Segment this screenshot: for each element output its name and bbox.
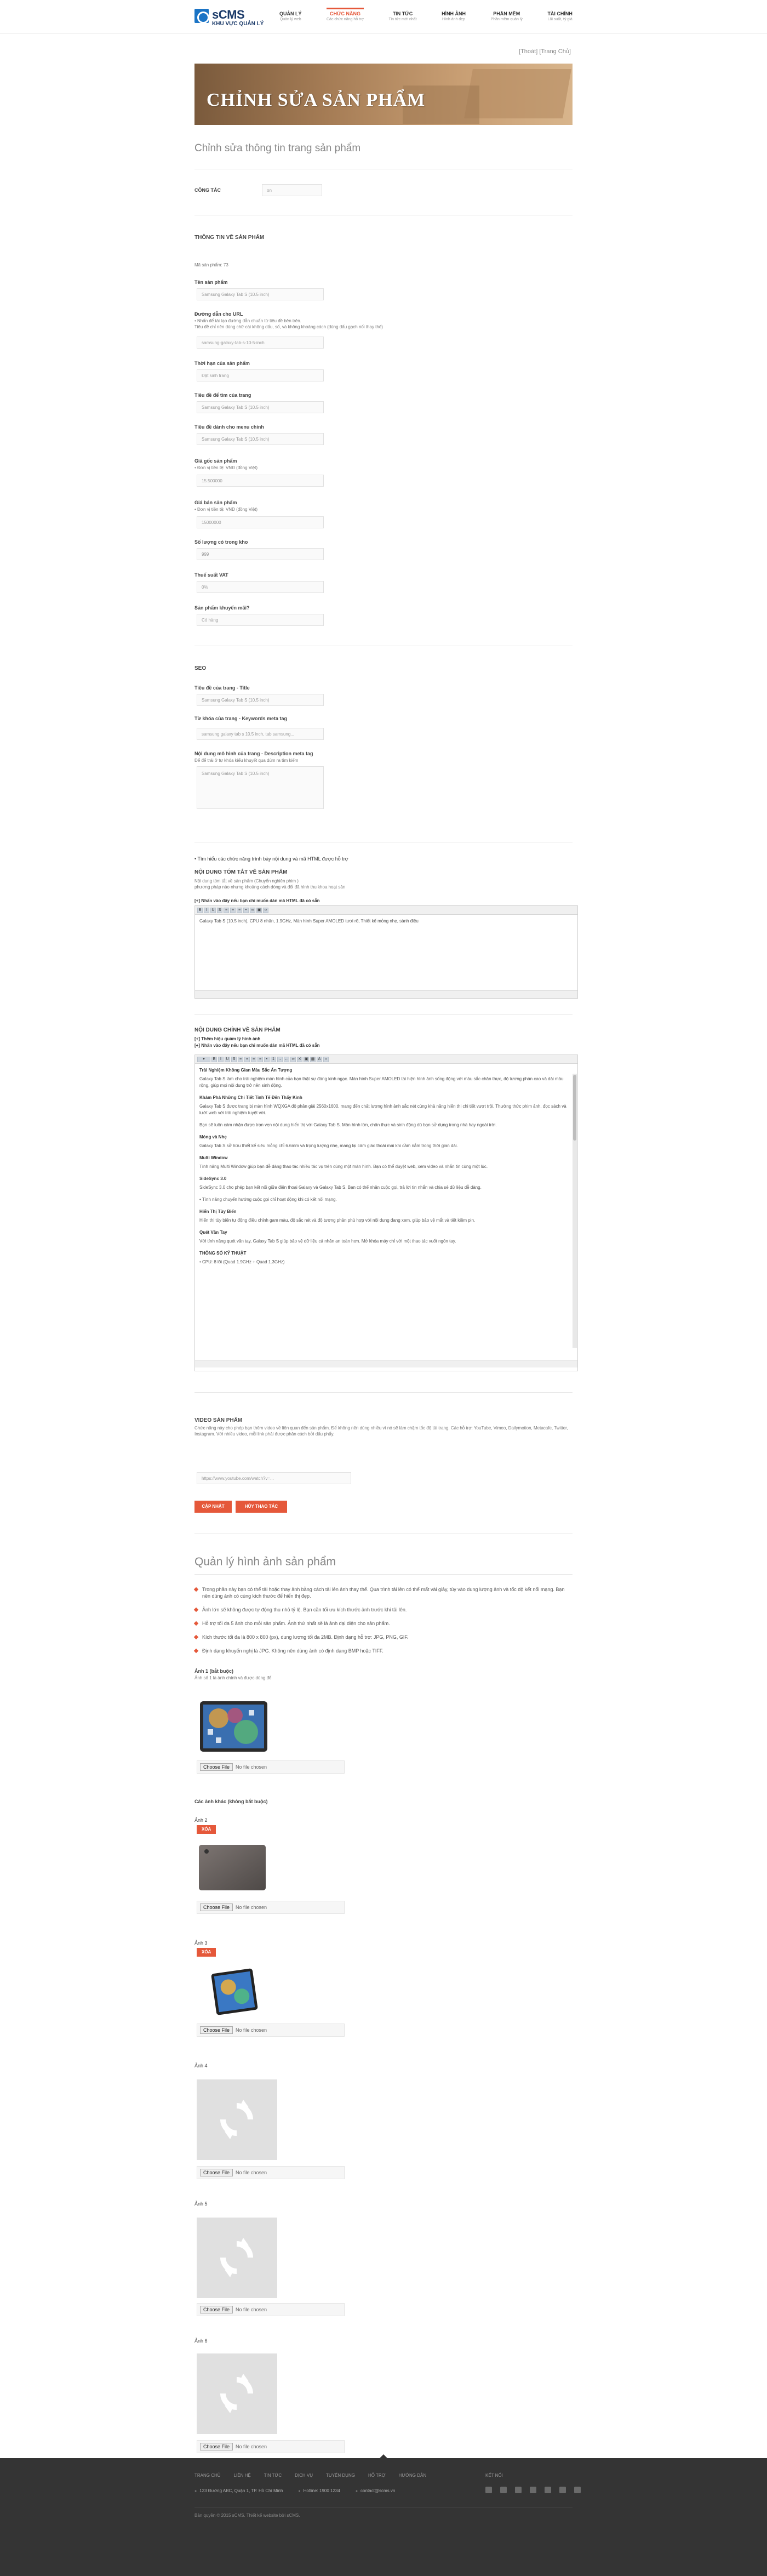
source-icon[interactable]: ‹› [263, 908, 268, 913]
field-label: Tiêu đề dành cho menu chính [194, 424, 264, 430]
content-paragraph[interactable]: Galaxy Tab S được trang bị màn hình WQXGA độ phân giải 2560x1600, mang đến chất lượng hình ảnh sắc nét cùng khả năng hiển thị chi tiết vượt trội. Thưởng thức phim ảnh, đọc sách và lướt web với trải nghiệm tuyệt vời. [199, 1104, 566, 1115]
footer-link[interactable]: LIÊN HỆ [233, 2473, 251, 2478]
other-images-label: Các ảnh khác (không bắt buộc) [194, 1799, 268, 1804]
content-heading[interactable]: Khám Phá Những Chi Tiết Tinh Tế Đến Thấy Kinh [199, 1095, 302, 1100]
vimeo-icon[interactable] [545, 2487, 551, 2493]
field-label: Tên sản phẩm [194, 280, 228, 285]
divider [194, 1392, 573, 1393]
field-label: Đường dẫn cho URL [194, 311, 243, 317]
refresh-icon [215, 2372, 259, 2415]
logo-icon [194, 9, 209, 23]
video-heading: VIDEO SẢN PHẨM [194, 1417, 243, 1423]
divider [194, 1014, 573, 1015]
save-button[interactable]: CẬP NHẬT [194, 1501, 232, 1513]
image-icon[interactable]: ▣ [304, 1057, 308, 1061]
strike-icon[interactable]: S [231, 1057, 237, 1062]
seo-keywords-input[interactable]: samsung galaxy tab s 10.5 inch, tab samsung... [197, 728, 324, 740]
content-paragraph[interactable]: • Tính năng chuyển hướng cuộc gọi chỉ hoạt động khi có kết nối mạng. [199, 1197, 337, 1202]
field-label: Giá bán sản phẩm [194, 500, 237, 505]
image-icon[interactable]: ▣ [257, 908, 261, 912]
format-select[interactable]: ▾ [197, 1057, 210, 1062]
content-paragraph[interactable]: Galaxy Tab S làm cho trải nghiệm màn hình của bạn thật sự đáng kinh ngạc. Màn hình Super AMOLED tái hiện hình ảnh sống động với màu sắc chân thực, độ tương phản cao và dải màu rộng, giúp mọi nội dung trở nên sinh động. [199, 1076, 564, 1088]
footer-contact [194, 2488, 395, 2493]
align-center-icon[interactable]: ≡ [244, 1057, 250, 1062]
image-4-file-input[interactable]: Choose File No file chosen [197, 2166, 345, 2179]
main-image-label: Ảnh 1 (bắt buộc) [194, 1668, 233, 1674]
main-image-hint: Ảnh số 1 là ảnh chính và được dùng để [194, 1675, 272, 1680]
content-paragraph[interactable]: SideSync 3.0 cho phép bạn kết nối giữa điện thoại Galaxy và Galaxy Tab S. Bạn có thể nhận cuộc gọi, trả lời tin nhắn và chia sẻ dữ liệu dễ dàng. [199, 1185, 482, 1190]
main-product-image[interactable] [197, 1699, 271, 1754]
indent-icon[interactable]: → [278, 1057, 282, 1061]
nav-item-phan-mem[interactable]: PHẦN MỀM Phần mềm quản lý [490, 11, 523, 21]
field-hint: Để để trải ở tự khóa kiểu khuyết qua dùm ra tìm kiếm [194, 758, 299, 763]
field-label: Giá gốc sản phẩm [194, 458, 237, 464]
copyright-text: Bản quyền © 2015 sCMS. Thiết kế website bởi sCMS. [194, 2513, 300, 2518]
address-text: ● 123 Đường ABC, Quận 1, TP. Hồ Chí Minh [194, 2488, 283, 2493]
seo-title-input[interactable]: Samsung Galaxy Tab S (10.5 inch) [197, 694, 324, 706]
main-nav [279, 11, 573, 27]
field-hint: • Nhấn để tái tạo đường dẫn chuẩn từ tiêu đề bên trên. Tiêu đề chỉ nên dùng chữ cái không dấu, số, và không khoảng cách (dùng dấu gạch nối thay thế) [194, 318, 383, 329]
choose-file-button[interactable]: Choose File [200, 2306, 233, 2313]
rss-icon[interactable] [574, 2487, 581, 2493]
image-6-file-input[interactable]: Choose File No file chosen [197, 2440, 345, 2453]
paste-html-link[interactable]: [+] Nhấn vào đây nếu bạn chỉ muốn dán mã HTML đã có sẵn [194, 898, 320, 903]
video-url-input[interactable]: https://www.youtube.com/watch?v=... [197, 1472, 351, 1484]
field-label: Tiêu đề để tìm của trang [194, 392, 251, 398]
field-hint: • Đơn vị tiền tệ: VNĐ (đồng Việt) [194, 507, 258, 512]
content-heading[interactable]: SideSync 3.0 [199, 1176, 227, 1181]
footer-link[interactable]: TUYỂN DỤNG [326, 2473, 355, 2478]
product-info-heading: THÔNG TIN VỀ SẢN PHẨM [194, 235, 265, 241]
footer-link[interactable]: TIN TỨC [264, 2473, 282, 2478]
youtube-icon[interactable] [530, 2487, 536, 2493]
image-5-file-input[interactable]: Choose File No file chosen [197, 2303, 345, 2316]
footer-links [194, 2473, 426, 2478]
image-manager-link[interactable]: [+] Thêm hiệu quảm lý hình ảnh [194, 1036, 261, 1041]
linkedin-icon[interactable] [559, 2487, 566, 2493]
content-paragraph[interactable]: Với tính năng quét vân tay, Galaxy Tab S giúp bảo vệ dữ liệu cá nhân an toàn hơn. Mở khóa máy chỉ với một thao tác vuốt ngón tay. [199, 1239, 456, 1244]
summary-editor[interactable] [194, 905, 578, 999]
cancel-button[interactable]: HỦY THAO TÁC [236, 1501, 287, 1513]
twitter-icon[interactable] [500, 2487, 507, 2493]
field-label: Sản phẩm khuyến mãi? [194, 605, 250, 611]
italic-icon[interactable]: I [204, 908, 209, 913]
content-heading[interactable]: Trải Nghiệm Không Gian Màu Sắc Ấn Tượng [199, 1068, 293, 1073]
list-item: Ảnh lớn sẽ không được tự động thu nhỏ tỷ lệ. Bạn cần tối ưu kích thước ảnh trước khi tải lên. [194, 1606, 573, 1613]
editor-scrollbar[interactable] [573, 1074, 577, 1348]
image-placeholder[interactable] [197, 2079, 277, 2160]
refresh-icon [215, 2098, 259, 2141]
bold-icon[interactable]: B [211, 1057, 217, 1062]
editor-toolbar [195, 906, 577, 915]
promotion-input[interactable]: Có hàng [197, 614, 324, 626]
choose-file-button[interactable]: Choose File [200, 1903, 233, 1911]
page-banner [194, 64, 573, 125]
image-placeholder[interactable] [197, 2218, 277, 2298]
content-paragraph[interactable]: Tính năng Multi Window giúp bạn dễ dàng thao tác nhiều tác vụ trên cùng một màn hình. Bạn có thể duyệt web, xem video và nhắn tin cùng một lúc. [199, 1164, 488, 1169]
content-heading[interactable]: Hiển Thị Tùy Biến [199, 1209, 237, 1214]
image-placeholder[interactable] [197, 2353, 277, 2434]
summary-hint: Nội dung tóm tắt về sản phẩm (Chuyển nghiên phim ) phương pháp nào nhưng khoảng cách dòng và đối đã hình thu khoa hoạt sản [194, 879, 346, 890]
footer-link[interactable]: HƯỚNG DẪN [398, 2473, 427, 2478]
refresh-icon [215, 2236, 259, 2279]
field-label: Từ khóa của trang - Keywords meta tag [194, 716, 288, 721]
content-paragraph[interactable]: Bạn sẽ luôn cảm nhận được trọn vẹn nội dung hiển thị với Galaxy Tab S. Màn hình lớn, chân thực và sinh động dù bạn sử dụng trong nhà hay ngoài trời. [199, 1122, 497, 1127]
main-content-editor[interactable] [194, 1055, 578, 1371]
product-name-input[interactable]: Samsung Galaxy Tab S (10.5 inch) [197, 288, 324, 300]
content-heading[interactable]: Multi Window [199, 1155, 228, 1160]
menu-title-input[interactable]: Samsung Galaxy Tab S (10.5 inch) [197, 433, 324, 445]
divider [194, 1574, 573, 1575]
image-slot-label: Ảnh 2 [194, 1817, 208, 1823]
paste-html-link[interactable]: [+] Nhấn vào đây nếu bạn chỉ muốn dán mã HTML đã có sẵn [194, 1043, 320, 1048]
align-center-icon[interactable]: ≡ [230, 908, 236, 913]
product-duration-input[interactable]: Đặt sinh trang [197, 369, 324, 381]
nav-item-tin-tuc[interactable]: TIN TỨC Tin tức mới nhất [388, 11, 417, 21]
content-heading[interactable]: THÔNG SỐ KỸ THUẬT [199, 1251, 247, 1256]
underline-icon[interactable]: U [210, 908, 216, 913]
table-icon[interactable]: ▦ [311, 1057, 315, 1061]
cong-tac-input[interactable]: on [262, 184, 322, 196]
seo-heading: SEO [194, 665, 207, 671]
link-icon[interactable]: ∞ [250, 908, 255, 913]
facebook-icon[interactable] [485, 2487, 492, 2493]
field-label: Thuế suất VAT [194, 572, 228, 578]
vat-input[interactable]: 0% [197, 581, 324, 593]
social-title: KẾT NỐI [485, 2473, 503, 2478]
italic-icon[interactable]: I [218, 1057, 224, 1062]
email-text[interactable]: ● contact@scms.vn [356, 2488, 395, 2493]
sale-price-input[interactable]: 15000000 [197, 516, 324, 528]
choose-file-button[interactable]: Choose File [200, 2443, 233, 2450]
align-left-icon[interactable]: ≡ [224, 908, 229, 913]
bullet-list-icon[interactable]: • [264, 1057, 270, 1062]
field-label: Số lượng có trong kho [194, 539, 248, 545]
images-section-title: Quản lý hình ảnh sản phẩm [194, 1555, 336, 1568]
logo-title: sCMS [212, 8, 245, 21]
color-icon[interactable]: A [317, 1057, 322, 1062]
main-image-file-input[interactable]: Choose File No file chosen [197, 1760, 345, 1774]
html-help-link[interactable]: • Tìm hiểu các chức năng trình bày nội dung và mã HTML được hỗ trợ [194, 856, 348, 862]
list-item: Hỗ trợ tối đa 5 ảnh cho mỗi sản phẩm. Ảnh thứ nhất sẽ là ảnh đại diện cho sản phẩm. [194, 1620, 573, 1627]
logo[interactable] [194, 8, 277, 30]
summary-heading: NỘI DUNG TÓM TẮT VỀ SẢN PHẨM [194, 869, 288, 875]
number-list-icon[interactable]: 1 [271, 1057, 276, 1062]
url-slug-input[interactable]: samsung-galaxy-tab-s-10-5-inch [197, 337, 324, 349]
breadcrumb[interactable]: [Thoát] [Trang Chủ] [519, 48, 571, 55]
social-icons [485, 2487, 581, 2493]
list-icon[interactable]: • [243, 908, 249, 913]
underline-icon[interactable]: U [225, 1057, 230, 1062]
align-left-icon[interactable]: ≡ [238, 1057, 243, 1062]
content-heading[interactable]: Mỏng và Nhẹ [199, 1135, 227, 1139]
cong-tac-label: CÔNG TẮC [194, 187, 221, 193]
delete-image-button[interactable]: XÓA [197, 1948, 216, 1957]
bold-icon[interactable]: B [197, 908, 203, 913]
editor-toolbar [195, 1055, 577, 1064]
outdent-icon[interactable]: ← [284, 1057, 289, 1061]
search-title-input[interactable]: Samsung Galaxy Tab S (10.5 inch) [197, 401, 324, 413]
justify-icon[interactable]: ≡ [257, 1057, 263, 1062]
editor-footer [195, 990, 577, 998]
product-id: Mã sản phẩm: 73 [194, 263, 228, 267]
list-item: Trong phần này bạn có thể tải hoặc thay ảnh bằng cách tải lên ảnh thay thế. Qua trình tải lên có thể mất vài giây, tùy vào dung lượng ảnh và tốc độ kết nối mạng. Bạn nên dùng ảnh có cùng kích thước để hiển thị đẹp. [194, 1586, 573, 1599]
original-price-input[interactable]: 15.500000 [197, 475, 324, 487]
image-slot-label: Ảnh 4 [194, 2063, 208, 2068]
summary-editor-content[interactable]: Galaxy Tab S (10.5 inch), CPU 8 nhân, 1.9GHz, Màn hình Super AMOLED tươi rõ, Thiết kế mỏng nhẹ, sành điệu [199, 919, 419, 924]
content-heading[interactable]: Quét Vân Tay [199, 1230, 227, 1235]
product-image-2[interactable] [197, 1842, 268, 1894]
product-image-3[interactable] [207, 1964, 262, 2019]
seo-description-textarea[interactable]: Samsung Galaxy Tab S (10.5 inch) [197, 766, 324, 809]
field-label: Thời hạn của sản phẩm [194, 361, 250, 366]
stock-quantity-input[interactable]: 999 [197, 548, 324, 560]
delete-image-button[interactable]: XÓA [197, 1825, 216, 1834]
align-right-icon[interactable]: ≡ [251, 1057, 256, 1062]
choose-file-button[interactable]: Choose File [200, 2026, 233, 2034]
image-2-file-input[interactable]: Choose File No file chosen [197, 1901, 345, 1914]
main-content-heading: NỘI DUNG CHÍNH VỀ SẢN PHẨM [194, 1027, 281, 1033]
image-slot-label: Ảnh 6 [194, 2338, 208, 2344]
nav-item-chuc-nang[interactable]: CHỨC NĂNG Các chức năng hỗ trợ [327, 8, 364, 27]
content-paragraph[interactable]: Hiển thị tùy biến tự động điều chỉnh gam màu, độ sắc nét và độ tương phản phù hợp với nội dung đang xem, giúp bảo vệ mắt và tiết kiệm pin. [199, 1218, 476, 1223]
list-item: Định dạng khuyến nghị là JPG. Không nên dùng ảnh có định dạng BMP hoặc TIFF. [194, 1648, 573, 1654]
choose-file-button[interactable]: Choose File [200, 2169, 233, 2176]
image-3-file-input[interactable]: Choose File No file chosen [197, 2024, 345, 2037]
nav-item-tai-chinh[interactable]: TÀI CHÍNH Lãi suất, tỷ giá [547, 11, 573, 21]
footer-link[interactable]: DỊCH VỤ [295, 2473, 313, 2478]
main-content-editor-content[interactable] [195, 1064, 577, 1360]
content-paragraph[interactable]: • CPU: 8 lõi (Quad 1.9GHz + Quad 1.3GHz) [199, 1259, 285, 1264]
banner-title: CHỈNH SỬA SẢN PHẨM [207, 90, 426, 110]
video-hint: Chức năng này cho phép bạn thêm video về liên quan đến sản phẩm. Để không nên dùng nhiều vì nó sẽ làm chậm tốc độ tải trang. Các hỗ trợ: YouTube, Vimeo, Dailymotion, Metacafe, Twitter, Instagram. Với nhiều video, mỗi link phải được phân cách bởi dấu phẩy. [194, 1426, 568, 1437]
link-icon[interactable]: ∞ [290, 1057, 296, 1062]
footer-link[interactable]: TRANG CHỦ [194, 2473, 221, 2478]
image-slot-label: Ảnh 5 [194, 2201, 208, 2207]
phone-text: ● Hotline: 1900 1234 [298, 2488, 340, 2493]
content-paragraph[interactable]: Galaxy Tab S sở hữu thiết kế siêu mỏng chỉ 6.6mm và trọng lượng nhẹ, mang lại cảm giác thoải mái khi cầm nắm trong thời gian dài. [199, 1143, 458, 1148]
page-title: Chỉnh sửa thông tin trang sản phẩm [194, 143, 361, 154]
field-label: Nội dung mô hình của trang - Description meta tag [194, 751, 313, 756]
align-right-icon[interactable]: ≡ [237, 908, 242, 913]
logo-subtitle: KHU VỰC QUẢN LÝ [212, 21, 264, 27]
choose-file-button[interactable]: Choose File [200, 1763, 233, 1771]
unlink-icon[interactable]: ✕ [297, 1057, 302, 1062]
strike-icon[interactable]: S [217, 908, 222, 913]
image-slot-label: Ảnh 3 [194, 1940, 208, 1946]
list-item: Kích thước tối đa là 800 x 800 (px), dung lượng tối đa 2MB. Định dạng hỗ trợ: JPG, PNG, GIF. [194, 1634, 573, 1640]
nav-item-hinh-anh[interactable]: HÌNH ẢNH Hình ảnh đẹp [442, 11, 466, 21]
nav-item-quan-ly[interactable]: QUẢN LÝ Quản lý web [279, 11, 302, 21]
field-hint: • Đơn vị tiền tệ: VNĐ (đồng Việt) [194, 465, 258, 470]
google-plus-icon[interactable] [515, 2487, 522, 2493]
field-label: Tiêu đề của trang - Title [194, 685, 250, 691]
editor-footer [195, 1360, 577, 1367]
header [0, 0, 767, 34]
source-icon[interactable]: ‹› [323, 1057, 329, 1062]
image-rules-list [194, 1586, 573, 1661]
footer-link[interactable]: HỖ TRỢ [368, 2473, 386, 2478]
